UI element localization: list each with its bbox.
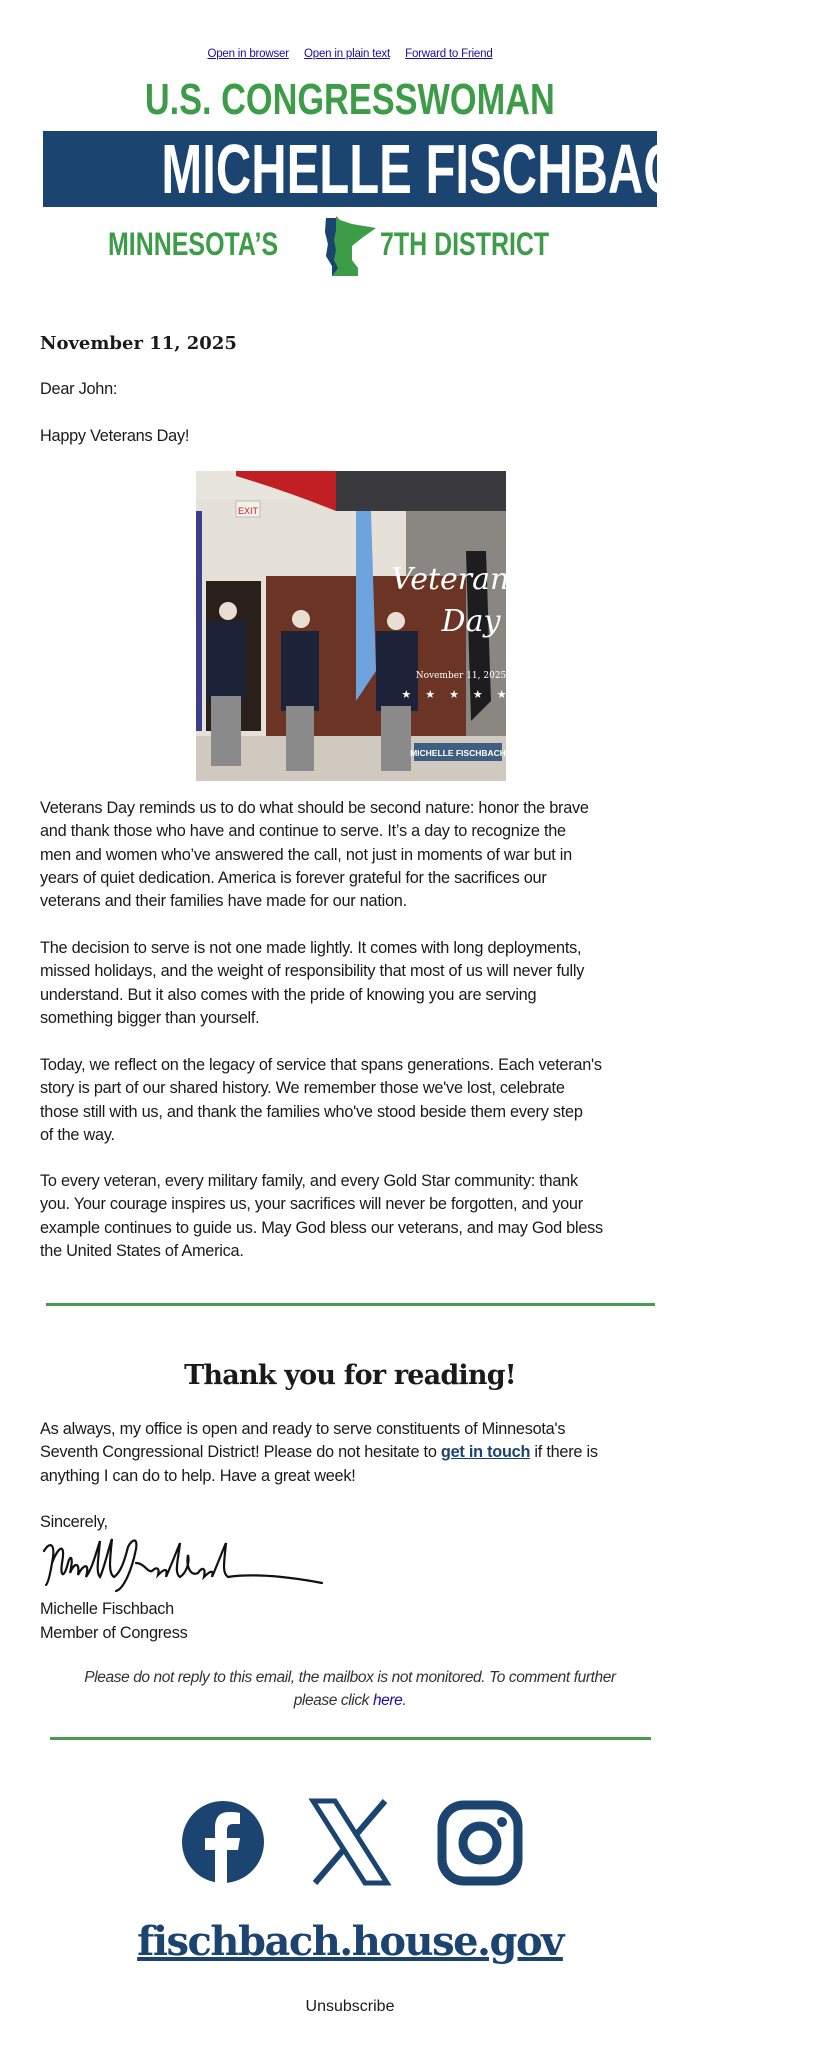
text-line: The decision to serve is not one made lightly. It comes with long deployments, <box>40 939 582 957</box>
top-links <box>0 48 700 60</box>
text-line: veterans and their families have made for our nation. <box>40 892 407 911</box>
signer-name: Michelle Fischbach <box>40 1600 174 1618</box>
photo-date: November 11, 2025 <box>415 671 507 681</box>
logo-state: MINNESOTA’S <box>108 226 279 262</box>
get-in-touch-link[interactable]: get in touch <box>440 1443 531 1462</box>
text-line: men and women who’ve answered the call, not just in moments of war but in <box>40 845 572 864</box>
letter-date: November 11, 2025 <box>40 333 237 354</box>
forward-to-friend-link[interactable]: Forward to Friend <box>405 48 493 60</box>
comment-here-link[interactable]: here <box>372 1692 403 1709</box>
unsubscribe-link[interactable]: Unsubscribe <box>305 1998 395 2015</box>
text-line: years of quiet dedication. America is forever grateful for the sacrifices our <box>40 868 547 887</box>
greeting: Dear John: <box>40 380 118 398</box>
disclaimer <box>40 1666 660 1712</box>
logo-district: 7TH DISTRICT <box>380 226 550 262</box>
x-icon[interactable] <box>311 1800 389 1884</box>
text-line: anything I can do to help. Have a great week! <box>40 1466 356 1485</box>
text-line: those still with us, and thank the families who've stood beside them every step <box>40 1102 583 1121</box>
text-line: missed holidays, and the weight of responsibility that most of us will never fully <box>40 962 585 981</box>
veterans-day-photo <box>196 471 525 781</box>
text-line: and thank those who have and continue to serve. It’s a day to recognize the <box>40 822 566 841</box>
signer-title: Member of Congress <box>40 1624 188 1642</box>
open-plain-text-link[interactable]: Open in plain text <box>304 48 390 60</box>
text-line: of the way. <box>40 1125 115 1144</box>
text-line: example continues to guide us. May God bless our veterans, and may God bless <box>40 1218 603 1237</box>
logo-name: MICHELLE FISCHBACH <box>161 130 715 208</box>
paragraph-4 <box>40 1170 665 1263</box>
photo-brand: MICHELLE FISCHBACH <box>410 748 506 758</box>
text-line: you. Your courage inspires us, your sacrifices will never be forgotten, and your <box>40 1195 583 1214</box>
opening-line: Happy Veterans Day! <box>40 427 190 445</box>
disclaimer-text: please click <box>293 1692 373 1709</box>
logo-name-bar <box>43 130 715 208</box>
text-line: the United States of America. <box>40 1241 244 1260</box>
exit-sign: EXIT <box>237 506 259 516</box>
disclaimer-text: . <box>402 1692 407 1709</box>
photo-title-2: Day <box>441 604 501 639</box>
text-line: Veterans Day reminds us to do what should be second nature: honor the brave <box>40 799 589 817</box>
instagram-icon[interactable] <box>437 1800 523 1886</box>
text-line: As always, my office is open and ready to serve constituents of Minnesota's <box>40 1420 566 1438</box>
text-segment: if there is <box>530 1443 598 1462</box>
paragraph-2 <box>40 937 665 1030</box>
text-segment: Seventh Congressional District! Please do not hesitate to <box>40 1443 441 1462</box>
disclaimer-text: Please do not reply to this email, the mailbox is not monitored. To comment further <box>84 1669 616 1686</box>
facebook-icon[interactable] <box>181 1800 265 1884</box>
paragraph-1 <box>40 797 665 913</box>
divider <box>46 1303 655 1306</box>
text-line <box>40 1441 665 1464</box>
text-line: something bigger than yourself. <box>40 1008 260 1027</box>
closing-paragraph <box>40 1418 665 1488</box>
thank-you-heading: Thank you for reading! <box>184 1360 516 1391</box>
minnesota-map-icon <box>322 216 378 276</box>
logo-title: U.S. CONGRESSWOMAN <box>145 75 555 124</box>
photo-title-1: Veterans <box>391 562 525 597</box>
paragraph-3 <box>40 1054 665 1147</box>
signoff: Sincerely, <box>40 1513 108 1531</box>
open-in-browser-link[interactable]: Open in browser <box>207 48 289 60</box>
signature <box>40 1533 330 1595</box>
website-link[interactable]: fischbach.house.gov <box>137 1918 563 1965</box>
text-line: Today, we reflect on the legacy of service that spans generations. Each veteran's <box>40 1056 602 1074</box>
text-line: story is part of our shared history. We remember those we've lost, celebrate <box>40 1079 565 1098</box>
text-line: To every veteran, every military family, and every Gold Star community: thank <box>40 1172 578 1190</box>
photo-stars: ★★★★★ <box>401 689 521 701</box>
divider <box>50 1737 651 1740</box>
text-line: understand. But it also comes with the pride of knowing you are serving <box>40 985 537 1004</box>
